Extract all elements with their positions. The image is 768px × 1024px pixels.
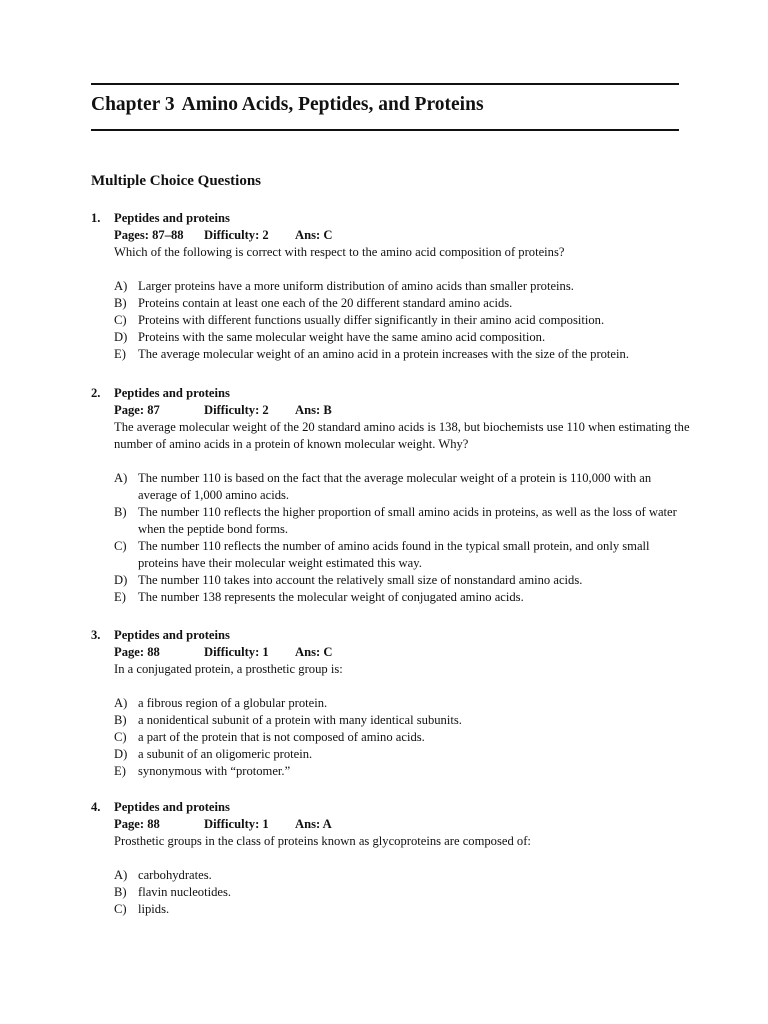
- question-answer: Ans: C: [295, 228, 333, 242]
- option-list: [114, 867, 691, 918]
- option-e: [114, 346, 691, 363]
- option-a: [114, 695, 691, 712]
- option-text: The number 138 represents the molecular weight of conjugated amino acids.: [138, 590, 524, 604]
- question-1: [91, 210, 691, 363]
- option-d: [114, 329, 691, 346]
- option-letter: D): [114, 573, 128, 587]
- option-c: [114, 538, 691, 572]
- option-letter: C): [114, 902, 127, 916]
- option-a: [114, 278, 691, 295]
- option-c: [114, 312, 691, 329]
- option-text: The number 110 reflects the number of amino acids found in the typical small protein, and only small proteins have their molecular weight estimated this way.: [138, 539, 650, 570]
- question-stem: The average molecular weight of the 20 standard amino acids is 138, but biochemists use 110 when estimating the number of amino acids in a protein of known molecular weight. Why?: [114, 420, 690, 451]
- option-c: [114, 729, 691, 746]
- question-topic: Peptides and proteins: [114, 211, 230, 225]
- option-text: Larger proteins have a more uniform distribution of amino acids than smaller proteins.: [138, 279, 574, 293]
- question-answer: Ans: B: [295, 403, 332, 417]
- question-pages: Pages: 87–88: [114, 228, 184, 242]
- question-meta: [114, 644, 691, 661]
- header-rule-bottom: [91, 129, 679, 131]
- question-number: 2.: [91, 386, 101, 400]
- question-answer: Ans: C: [295, 645, 333, 659]
- option-a: [114, 470, 691, 504]
- question-meta: [114, 816, 691, 833]
- option-text: synonymous with “protomer.”: [138, 764, 291, 778]
- option-text: a fibrous region of a globular protein.: [138, 696, 328, 710]
- option-letter: E): [114, 590, 126, 604]
- option-letter: D): [114, 747, 128, 761]
- option-text: carbohydrates.: [138, 868, 212, 882]
- header-rule-top: [91, 83, 679, 85]
- question-meta: [114, 402, 691, 419]
- question-topic: Peptides and proteins: [114, 386, 230, 400]
- option-letter: C): [114, 730, 127, 744]
- option-letter: B): [114, 296, 127, 310]
- question-topic: Peptides and proteins: [114, 800, 230, 814]
- option-list: [114, 278, 691, 363]
- option-letter: B): [114, 505, 127, 519]
- question-stem: Which of the following is correct with respect to the amino acid composition of proteins?: [114, 245, 565, 259]
- option-list: [114, 470, 691, 606]
- chapter-title: [91, 93, 484, 117]
- option-e: [114, 589, 691, 606]
- option-letter: B): [114, 713, 127, 727]
- question-stem: In a conjugated protein, a prosthetic group is:: [114, 662, 343, 676]
- chapter-number: Chapter 3: [91, 94, 175, 115]
- question-3: [91, 627, 691, 780]
- option-text: The number 110 is based on the fact that the average molecular weight of a protein is 110,000 with an average of 1,000 amino acids.: [138, 471, 652, 502]
- question-difficulty: Difficulty: 1: [204, 817, 269, 831]
- question-difficulty: Difficulty: 2: [204, 228, 269, 242]
- option-letter: A): [114, 471, 128, 485]
- question-meta: [114, 227, 691, 244]
- option-letter: C): [114, 313, 127, 327]
- option-b: [114, 504, 691, 538]
- question-4: [91, 799, 691, 918]
- question-number: 1.: [91, 211, 101, 225]
- option-letter: E): [114, 347, 126, 361]
- option-b: [114, 884, 691, 901]
- option-d: [114, 572, 691, 589]
- option-d: [114, 746, 691, 763]
- option-letter: A): [114, 868, 128, 882]
- option-text: a subunit of an oligomeric protein.: [138, 747, 313, 761]
- option-text: Proteins with different functions usually differ significantly in their amino acid composition.: [138, 313, 605, 327]
- option-letter: C): [114, 539, 127, 553]
- option-list: [114, 695, 691, 780]
- question-difficulty: Difficulty: 1: [204, 645, 269, 659]
- option-text: a part of the protein that is not composed of amino acids.: [138, 730, 425, 744]
- option-text: Proteins with the same molecular weight have the same amino acid composition.: [138, 330, 546, 344]
- option-letter: A): [114, 696, 128, 710]
- question-number: 4.: [91, 800, 101, 814]
- option-letter: E): [114, 764, 126, 778]
- question-topic: Peptides and proteins: [114, 628, 230, 642]
- question-2: [91, 385, 691, 606]
- question-number: 3.: [91, 628, 101, 642]
- option-b: [114, 712, 691, 729]
- question-difficulty: Difficulty: 2: [204, 403, 269, 417]
- option-letter: D): [114, 330, 128, 344]
- option-text: lipids.: [138, 902, 170, 916]
- question-pages: Page: 88: [114, 645, 160, 659]
- option-letter: A): [114, 279, 128, 293]
- option-letter: B): [114, 885, 127, 899]
- option-e: [114, 763, 691, 780]
- option-text: The number 110 takes into account the relatively small size of nonstandard amino acids.: [138, 573, 583, 587]
- chapter-name: Amino Acids, Peptides, and Proteins: [181, 94, 484, 115]
- question-pages: Page: 87: [114, 403, 160, 417]
- option-text: Proteins contain at least one each of the 20 different standard amino acids.: [138, 296, 513, 310]
- section-title: Multiple Choice Questions: [91, 173, 262, 189]
- option-a: [114, 867, 691, 884]
- question-pages: Page: 88: [114, 817, 160, 831]
- option-text: a nonidentical subunit of a protein with many identical subunits.: [138, 713, 462, 727]
- option-text: The average molecular weight of an amino acid in a protein increases with the size of the protein.: [138, 347, 629, 361]
- option-b: [114, 295, 691, 312]
- question-answer: Ans: A: [295, 817, 332, 831]
- question-stem: Prosthetic groups in the class of proteins known as glycoproteins are composed of:: [114, 834, 531, 848]
- option-text: The number 110 reflects the higher proportion of small amino acids in proteins, as well as the loss of water when the peptide bond forms.: [138, 505, 677, 536]
- option-c: [114, 901, 691, 918]
- option-text: flavin nucleotides.: [138, 885, 232, 899]
